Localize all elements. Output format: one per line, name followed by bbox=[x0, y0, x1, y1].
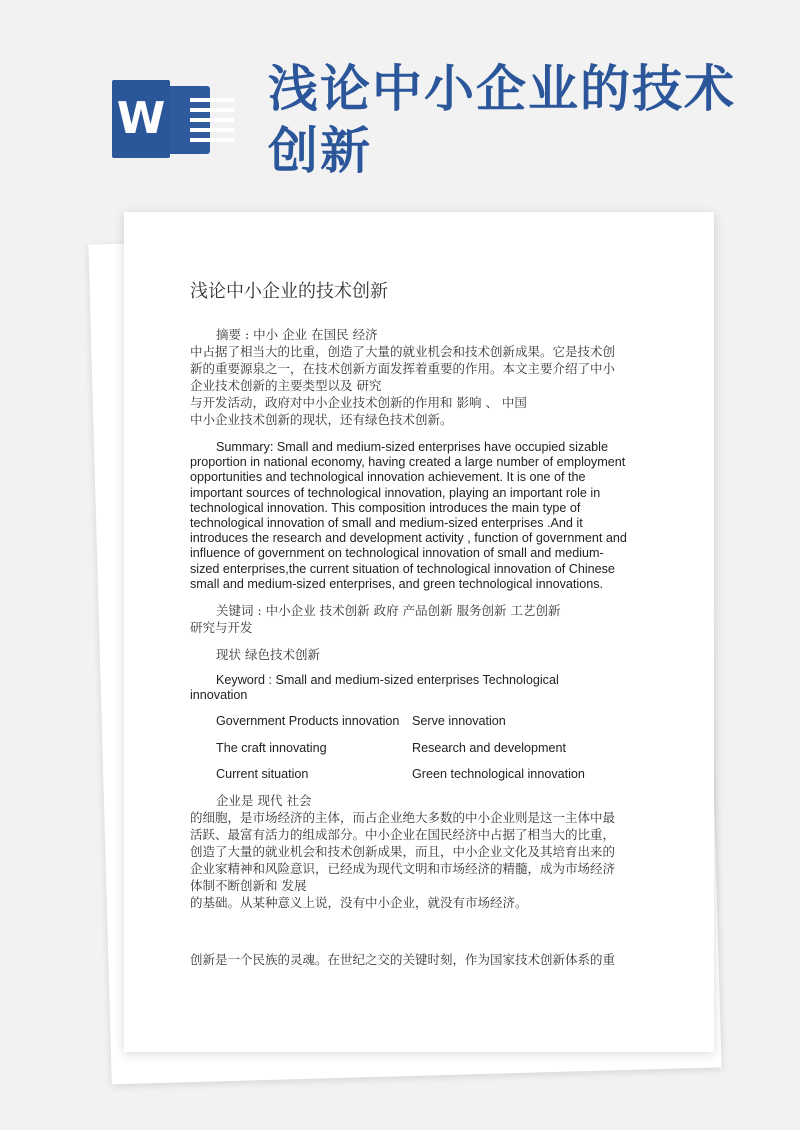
summary-en bbox=[190, 440, 640, 592]
keyword-item: Green technological innovation bbox=[412, 766, 585, 781]
abstract-line: 新的重要源泉之一，在技术创新方面发挥着重要的作用。本文主要介绍了中小 bbox=[190, 361, 616, 376]
summary-line: technological innovation. This composition introduces the main type of bbox=[190, 500, 581, 515]
keyword-row bbox=[190, 741, 640, 756]
body-paragraph bbox=[190, 792, 640, 911]
keyword-en-line: innovation bbox=[190, 688, 248, 703]
keywords-line: 现状 绿色技术创新 bbox=[216, 647, 320, 663]
body-line: 企业家精神和风险意识，已经成为现代文明和市场经济的精髓，成为市场经济 bbox=[190, 861, 616, 877]
keywords-line: 关键词 : 中小企业 技术创新 政府 产品创新 服务创新 工艺创新 bbox=[216, 603, 561, 619]
keywords-cn bbox=[190, 602, 640, 663]
body-line: 创造了大量的就业机会和技术创新成果，而且，中小企业文化及其培育出来的 bbox=[190, 844, 616, 860]
keyword-item: The craft innovating bbox=[216, 740, 327, 755]
summary-line: introduces the research and development activity , function of government and bbox=[190, 531, 627, 546]
summary-line: sized enterprises,the current situation of technological innovation of Chinese bbox=[190, 561, 615, 576]
keyword-en-line: Keyword : Small and medium-sized enterprises Technological bbox=[216, 673, 559, 688]
document-content bbox=[190, 280, 640, 968]
keyword-row bbox=[190, 714, 640, 729]
summary-line: important sources of technological innovation, playing an important role in bbox=[190, 485, 601, 500]
abstract-line: 中小企业技术创新的现状，还有绿色技术创新。 bbox=[190, 412, 453, 427]
keyword-item: Current situation bbox=[216, 766, 309, 781]
summary-line: technological innovation of small and medium-sized enterprises .And it bbox=[190, 516, 583, 531]
abstract-line: 摘要 : 中小 企业 在国民 经济 bbox=[216, 327, 378, 342]
abstract-line: 与开发活动，政府对中小企业技术创新的作用和 影响 、 中国 bbox=[190, 395, 527, 410]
summary-line: opportunities and technological innovation achievement. It is one of the bbox=[190, 470, 586, 485]
abstract-line: 中占据了相当大的比重，创造了大量的就业机会和技术创新成果。它是技术创 bbox=[190, 344, 616, 359]
abstract-cn bbox=[190, 326, 640, 428]
body-line: 创新是一个民族的灵魂。在世纪之交的关键时刻，作为国家技术创新体系的重 bbox=[190, 952, 616, 968]
body-line: 活跃、最富有活力的组成部分。中小企业在国民经济中占据了相当大的比重， bbox=[190, 827, 616, 843]
keyword-row bbox=[190, 767, 640, 782]
word-icon bbox=[112, 80, 212, 158]
body-line: 的细胞，是市场经济的主体，而占企业绝大多数的中小企业则是这一主体中最 bbox=[190, 810, 616, 826]
word-icon-letter: W bbox=[112, 80, 170, 158]
summary-line: small and medium-sized enterprises, and green technological innovations. bbox=[190, 576, 604, 591]
summary-line: influence of government on technological innovation of small and medium- bbox=[190, 546, 604, 561]
keyword-item: Serve innovation bbox=[412, 714, 506, 729]
summary-line: proportion in national economy, having created a large number of employment bbox=[190, 455, 626, 470]
summary-line: Summary: Small and medium-sized enterprises have occupied sizable bbox=[216, 440, 608, 454]
keyword-item: Government Products innovation bbox=[216, 714, 400, 729]
banner-title: 浅论中小企业的技术创新 bbox=[268, 60, 736, 180]
body-line: 的基础。从某种意义上说，没有中小企业，就没有市场经济。 bbox=[190, 895, 528, 911]
keyword-en bbox=[190, 673, 640, 703]
doc-title: 浅论中小企业的技术创新 bbox=[190, 281, 388, 302]
body-line: 企业是 现代 社会 bbox=[216, 793, 312, 809]
keyword-item: Research and development bbox=[412, 740, 567, 755]
body-line: 体制不断创新和 发展 bbox=[190, 878, 307, 894]
keyword-rows bbox=[190, 714, 640, 782]
abstract-line: 企业技术创新的主要类型以及 研究 bbox=[190, 378, 382, 393]
keywords-line: 研究与开发 bbox=[190, 620, 253, 636]
